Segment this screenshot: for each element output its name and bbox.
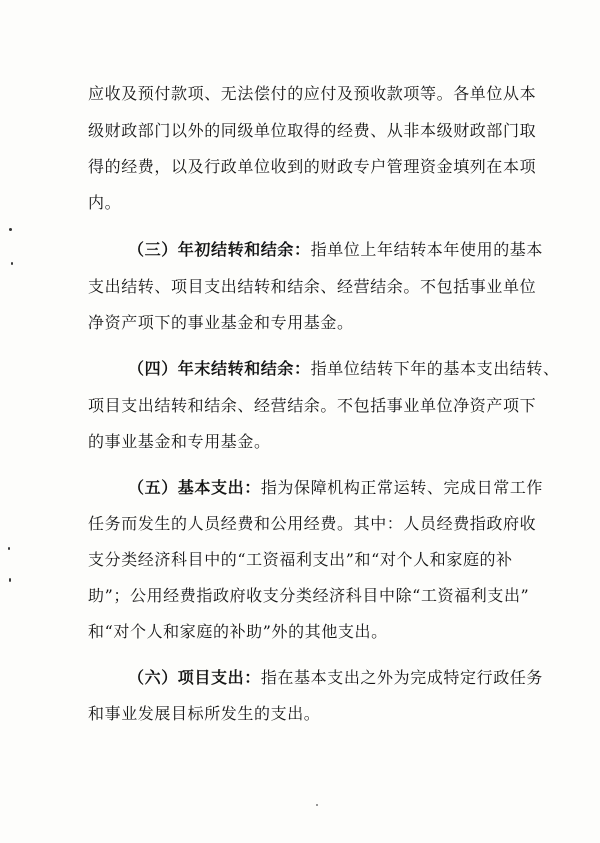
body-line: 应收及预付款项、无法偿付的应付及预收款项等。各单位从本 (88, 84, 537, 103)
section-five-first-line (128, 478, 543, 498)
body-line: 和事业发展目标所发生的支出。 (88, 704, 321, 723)
body-line: 的事业基金和专用基金。 (88, 432, 271, 451)
scan-speck (8, 547, 10, 550)
body-line: 净资产项下的事业基金和专用基金。 (88, 313, 354, 332)
scan-speck (316, 804, 318, 806)
scan-speck (9, 228, 12, 231)
body-line: 项目支出结转和结余、经营结余。不包括事业单位净资产项下 (88, 396, 537, 415)
body-line: 级财政部门以外的同级单位取得的经费、从非本级财政部门取 (88, 121, 537, 140)
body-line: 支出结转、项目支出结转和结余、经营结余。不包括事业单位 (88, 277, 537, 296)
section-five-text: 指为保障机构正常运转、完成日常工作 (260, 478, 544, 497)
body-line: 任务而发生的人员经费和公用经费。其中：人员经费指政府收 (88, 514, 537, 533)
section-six-first-line (128, 668, 543, 688)
section-six-text: 指在基本支出之外为完成特定行政任务 (260, 668, 544, 687)
section-four-first-line (128, 359, 560, 379)
section-three-text: 指单位上年结转本年使用的基本 (310, 240, 544, 259)
section-four-text: 指单位结转下年的基本支出结转、 (310, 359, 560, 378)
scan-speck (11, 262, 13, 265)
scan-speck (9, 578, 11, 582)
body-line: 助”；公用经费指政府收支分类经济科目中除“工资福利支出” (88, 586, 530, 605)
section-three-first-line (128, 240, 543, 260)
body-line: 内。 (88, 193, 122, 212)
body-line: 和“对个人和家庭的补助”外的其他支出。 (88, 622, 388, 641)
section-three-term: （三）年初结转和结余： (128, 240, 311, 259)
section-six-term: （六）项目支出： (128, 668, 261, 687)
body-line: 支分类经济科目中的“工资福利支出”和“对个人和家庭的补 (88, 550, 513, 569)
section-four-term: （四）年末结转和结余： (128, 359, 311, 378)
section-five-term: （五）基本支出： (128, 478, 261, 497)
body-line: 得的经费，以及行政单位收到的财政专户管理资金填列在本项 (88, 157, 537, 176)
